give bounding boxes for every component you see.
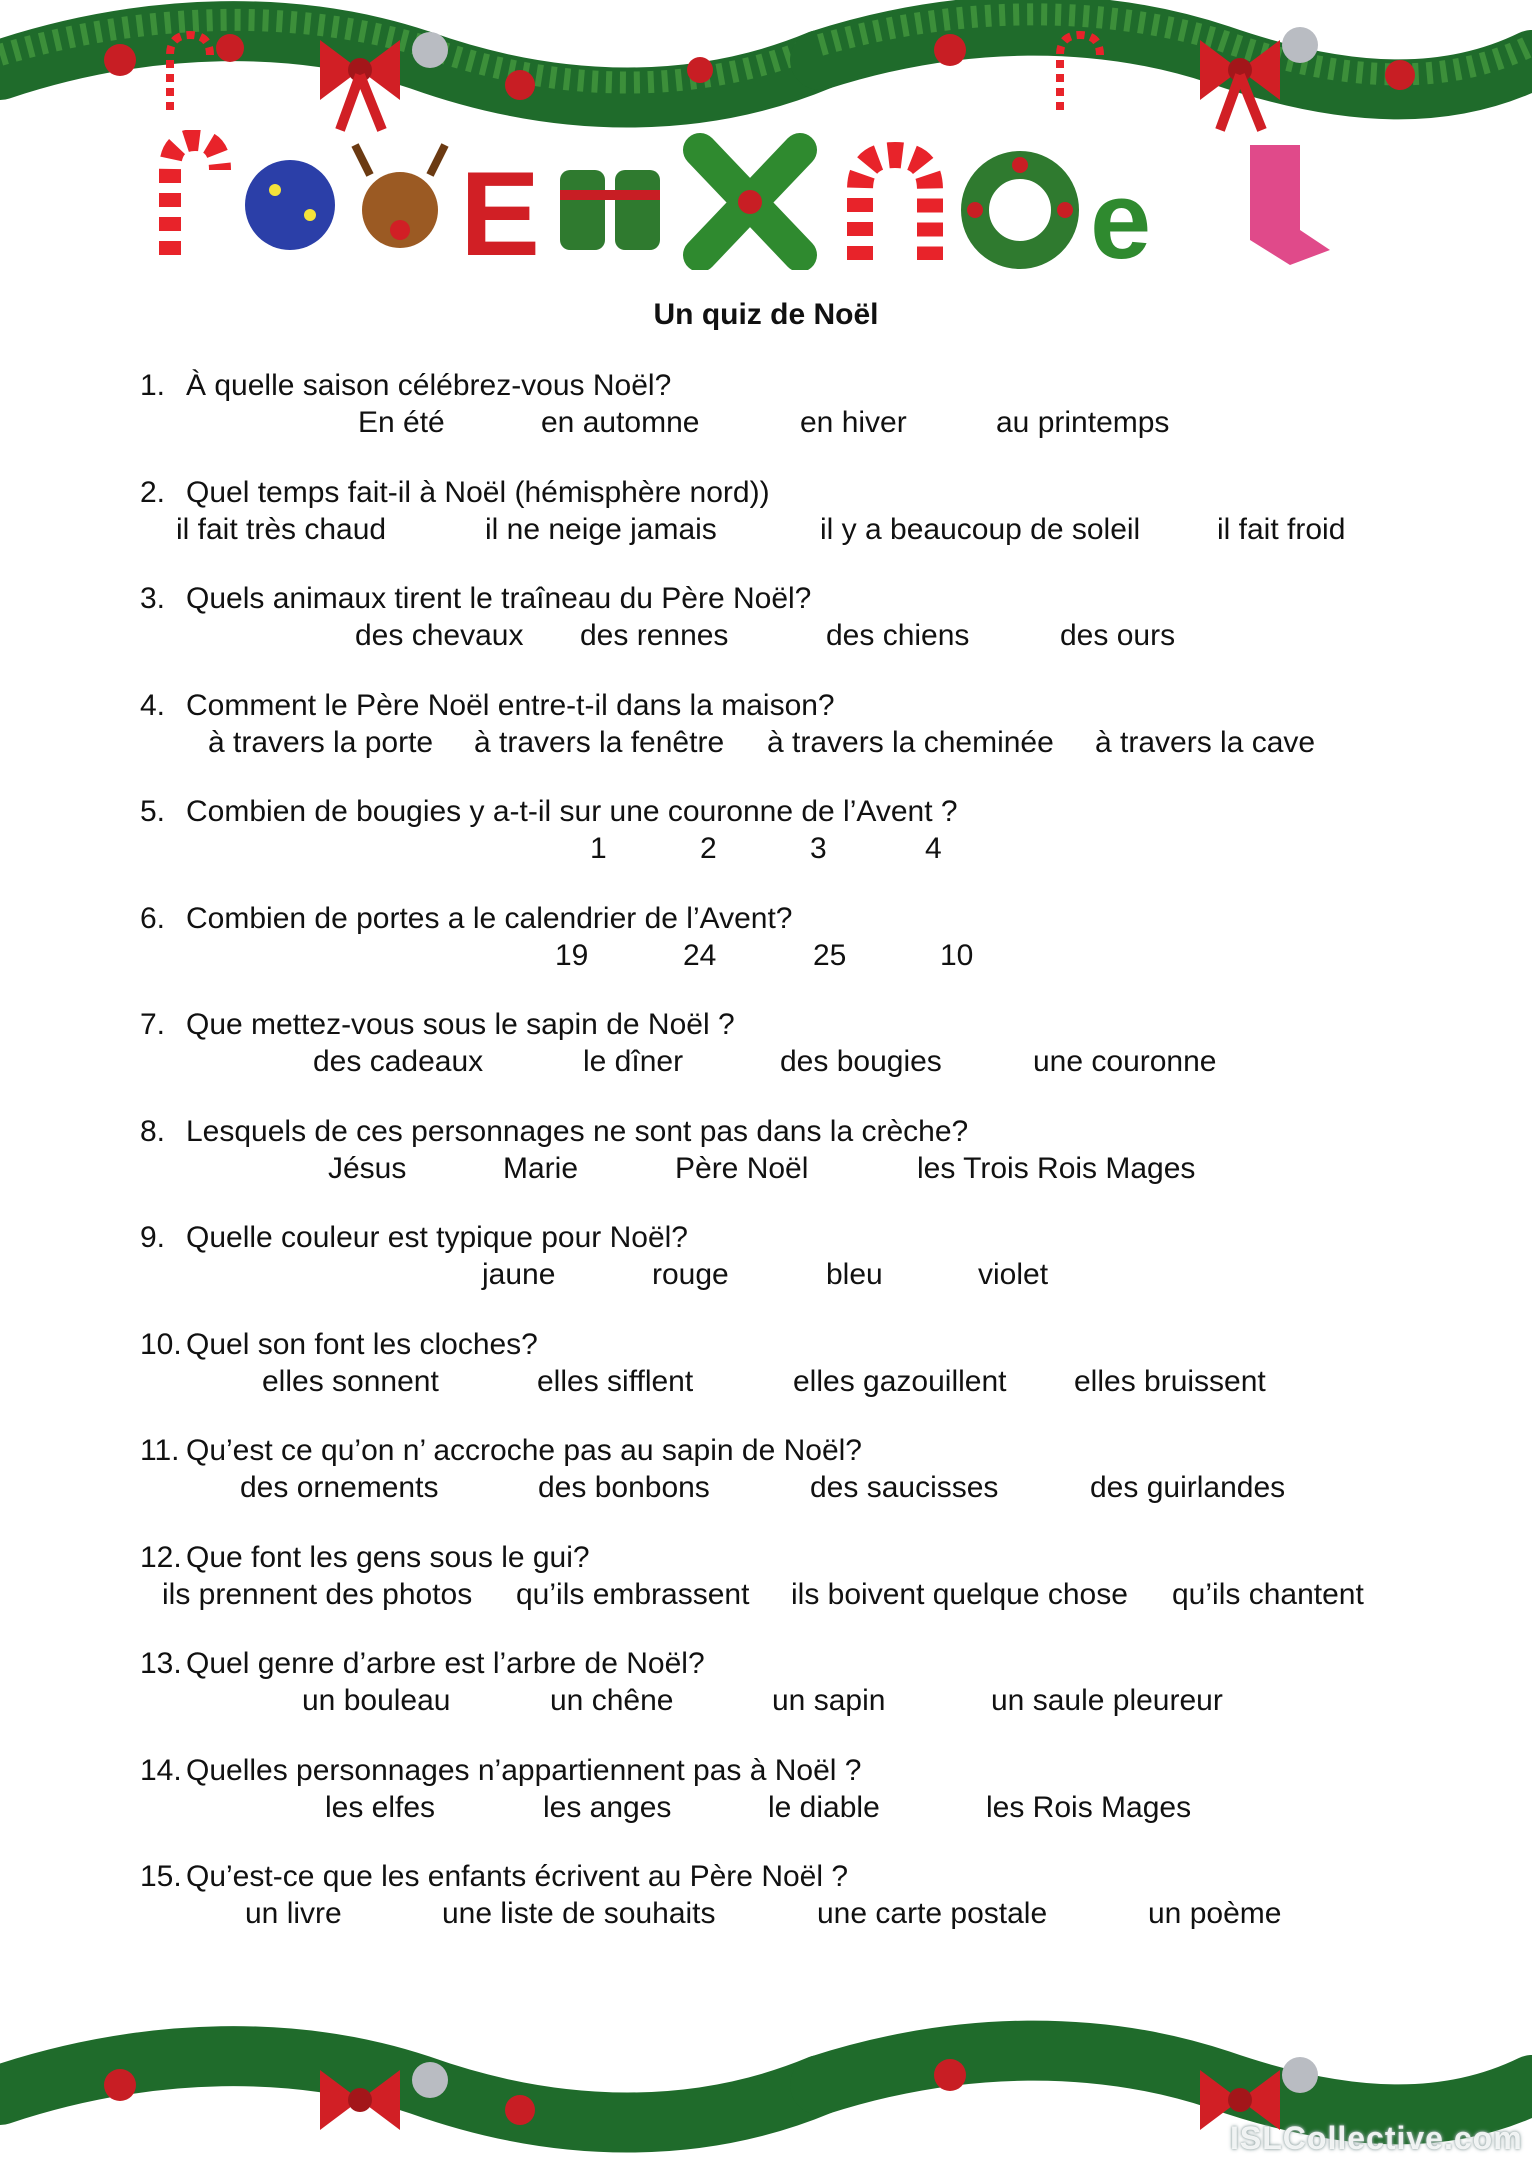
answer-option: un poème <box>1148 1897 1282 1930</box>
reindeer-icon <box>355 145 445 248</box>
answer-option: un bouleau <box>302 1684 451 1717</box>
question-line <box>140 1220 688 1256</box>
answer-options <box>0 1044 1532 1080</box>
answer-option: des bonbons <box>538 1471 710 1504</box>
silver-bell-icon <box>1282 2057 1318 2093</box>
question-text: Qu’est ce qu’on n’ accroche pas au sapin de Noël? <box>186 1434 862 1467</box>
question-text: Combien de portes a le calendrier de l’Avent? <box>186 902 793 935</box>
question-text: Quel temps fait-il à Noël (hémisphère nord)) <box>186 476 770 509</box>
question-text: Qu’est-ce que les enfants écrivent au Père Noël ? <box>186 1860 849 1893</box>
answer-option: 2 <box>700 832 717 865</box>
answer-options <box>0 405 1532 441</box>
answer-option: elles bruissent <box>1074 1365 1266 1398</box>
question-number: 1. <box>140 369 166 402</box>
question-line <box>140 581 811 617</box>
answer-option: 25 <box>813 939 847 972</box>
answer-option: le dîner <box>583 1045 684 1078</box>
answer-options <box>0 1151 1532 1187</box>
answer-option: des rennes <box>580 619 729 652</box>
answer-options <box>0 618 1532 654</box>
answer-option: à travers la porte <box>208 726 434 759</box>
question-line <box>140 1114 968 1150</box>
answer-option: en hiver <box>800 406 907 439</box>
joyeux-noel-banner <box>140 130 1400 270</box>
question-text: Quelles personnages n’appartiennent pas à Noël ? <box>186 1754 862 1787</box>
answer-options <box>0 725 1532 761</box>
question-number: 2. <box>140 476 166 509</box>
question-number: 9. <box>140 1221 166 1254</box>
answer-option: elles sonnent <box>262 1365 439 1398</box>
ornament-icon <box>1385 60 1415 90</box>
answer-option: 3 <box>810 832 827 865</box>
question-number: 11. <box>140 1434 180 1467</box>
question-number: 4. <box>140 689 166 722</box>
answer-options <box>0 1470 1532 1506</box>
answer-option: elles sifflent <box>537 1365 694 1398</box>
question-text: Lesquels de ces personnages ne sont pas dans la crèche? <box>186 1115 969 1148</box>
answer-option: le diable <box>768 1791 880 1824</box>
question-text: Que font les gens sous le gui? <box>186 1541 590 1574</box>
answer-option: 4 <box>925 832 942 865</box>
answer-option: des guirlandes <box>1090 1471 1286 1504</box>
question-text: Quel son font les cloches? <box>186 1328 538 1361</box>
question-text: Quels animaux tirent le traîneau du Père Noël? <box>186 582 812 615</box>
silver-bell-icon <box>412 2062 448 2098</box>
question-text: Comment le Père Noël entre-t-il dans la maison? <box>186 689 835 722</box>
question-line <box>140 475 770 511</box>
answer-option: 10 <box>940 939 974 972</box>
question-line <box>140 1007 735 1043</box>
question-line <box>140 1859 848 1895</box>
answer-option: rouge <box>652 1258 729 1291</box>
answer-option: Père Noël <box>675 1152 809 1185</box>
question-number: 14. <box>140 1754 182 1787</box>
ornament-icon <box>104 44 136 76</box>
answer-option: 19 <box>555 939 589 972</box>
question-line <box>140 901 792 937</box>
answer-option: à travers la cave <box>1095 726 1316 759</box>
answer-option: elles gazouillent <box>793 1365 1007 1398</box>
answer-options <box>0 1896 1532 1932</box>
question-text: Quel genre d’arbre est l’arbre de Noël? <box>186 1647 705 1680</box>
question-text: Combien de bougies y a-t-il sur une couronne de l’Avent ? <box>186 795 958 828</box>
answer-option: un chêne <box>550 1684 674 1717</box>
answer-options <box>0 1364 1532 1400</box>
answer-option: 24 <box>683 939 717 972</box>
question-line <box>140 1327 538 1363</box>
candy-cane-n-icon <box>860 155 930 260</box>
answer-options <box>0 831 1532 867</box>
answer-options <box>0 1683 1532 1719</box>
answer-option: En été <box>358 406 445 439</box>
answer-option: des ornements <box>240 1471 439 1504</box>
ornament-icon <box>104 2069 136 2101</box>
question-text: À quelle saison célébrez-vous Noël? <box>186 369 672 402</box>
question-number: 10. <box>140 1328 182 1361</box>
question-line <box>140 1433 862 1469</box>
socks-icon <box>560 170 660 250</box>
answer-options <box>0 938 1532 974</box>
answer-option: un sapin <box>772 1684 886 1717</box>
question-line <box>140 1540 590 1576</box>
answer-option: violet <box>978 1258 1049 1291</box>
ornament-icon <box>505 2095 535 2125</box>
answer-option: une liste de souhaits <box>442 1897 716 1930</box>
question-number: 13. <box>140 1647 182 1680</box>
answer-option: un livre <box>245 1897 342 1930</box>
answer-option: des chevaux <box>355 619 524 652</box>
answer-option: des cadeaux <box>313 1045 484 1078</box>
question-number: 12. <box>140 1541 182 1574</box>
answer-options <box>0 1257 1532 1293</box>
stocking-icon <box>1250 145 1330 265</box>
question-number: 3. <box>140 582 166 615</box>
answer-option: ils prennent des photos <box>162 1578 473 1611</box>
answer-option: des saucisses <box>810 1471 999 1504</box>
answer-option: au printemps <box>996 406 1170 439</box>
ornament-icon <box>934 2059 966 2091</box>
question-line <box>140 688 835 724</box>
answer-option: une couronne <box>1033 1045 1217 1078</box>
answer-option: une carte postale <box>817 1897 1048 1930</box>
answer-option: bleu <box>826 1258 883 1291</box>
answer-option: les Rois Mages <box>986 1791 1192 1824</box>
garland-right-half <box>820 14 1532 89</box>
question-line <box>140 368 671 404</box>
page-title: Un quiz de Noël <box>653 298 879 331</box>
answer-option: les anges <box>543 1791 672 1824</box>
ornament-icon <box>505 70 535 100</box>
answer-option: il fait froid <box>1217 513 1346 546</box>
answer-option: à travers la cheminée <box>767 726 1054 759</box>
ornament-icon <box>216 34 244 62</box>
answer-option: 1 <box>590 832 607 865</box>
answer-option: il fait très chaud <box>176 513 387 546</box>
answer-option: qu’ils chantent <box>1172 1578 1364 1611</box>
banner-letter-e: E <box>460 147 541 270</box>
answer-option: à travers la fenêtre <box>474 726 725 759</box>
answer-option: des chiens <box>826 619 970 652</box>
answer-option: Marie <box>503 1152 579 1185</box>
answer-option: il ne neige jamais <box>485 513 717 546</box>
ornament-icon <box>687 57 713 83</box>
question-line <box>140 794 958 830</box>
question-text: Quelle couleur est typique pour Noël? <box>186 1221 688 1254</box>
question-line <box>140 1753 861 1789</box>
answer-option: des ours <box>1060 619 1176 652</box>
question-text: Que mettez-vous sous le sapin de Noël ? <box>186 1008 735 1041</box>
watermark: ISLCollective.com <box>1230 2120 1523 2156</box>
answer-option: un saule pleureur <box>991 1684 1223 1717</box>
question-number: 5. <box>140 795 166 828</box>
blue-ornament-icon <box>245 160 335 250</box>
silver-bell-icon <box>412 32 448 68</box>
answer-option: ils boivent quelque chose <box>791 1578 1128 1611</box>
answer-option: les elfes <box>325 1791 436 1824</box>
question-number: 6. <box>140 902 166 935</box>
answer-option: qu’ils embrassent <box>516 1578 750 1611</box>
wreath-o-icon <box>967 157 1073 255</box>
question-number: 15. <box>140 1860 182 1893</box>
answer-option: les Trois Rois Mages <box>917 1152 1196 1185</box>
ornament-icon <box>934 34 966 66</box>
answer-option: Jésus <box>328 1152 407 1185</box>
answer-options <box>0 1577 1532 1613</box>
question-number: 8. <box>140 1115 166 1148</box>
holly-x-icon <box>700 150 800 255</box>
candy-cane-icon <box>170 140 220 255</box>
silver-bell-icon <box>1282 27 1318 63</box>
answer-option: il y a beaucoup de soleil <box>820 513 1141 546</box>
answer-option: des bougies <box>780 1045 942 1078</box>
answer-options <box>0 512 1532 548</box>
question-number: 7. <box>140 1008 166 1041</box>
question-line <box>140 1646 705 1682</box>
banner-letter-e-green: e <box>1090 159 1152 270</box>
answer-options <box>0 1790 1532 1826</box>
answer-option: en automne <box>541 406 700 439</box>
answer-option: jaune <box>482 1258 556 1291</box>
